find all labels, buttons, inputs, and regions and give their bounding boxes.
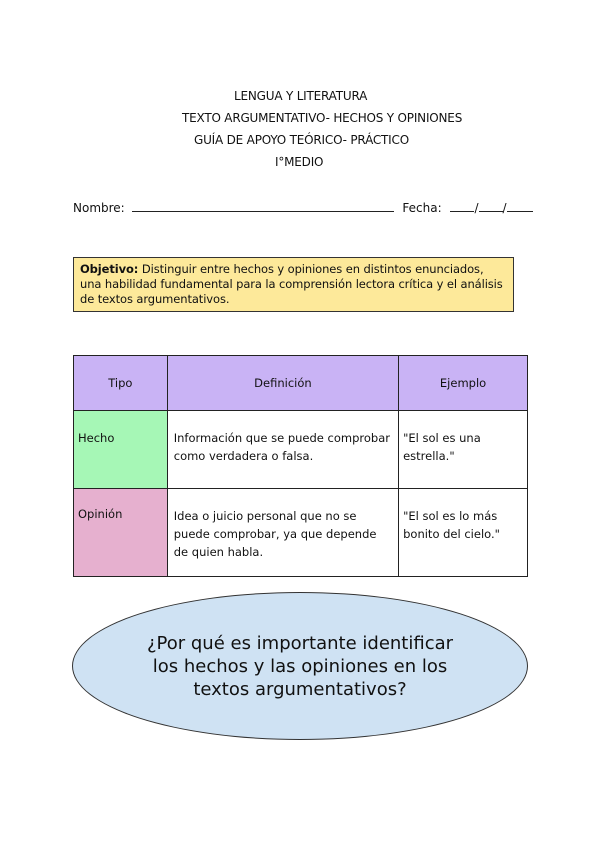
fecha-year-field[interactable]: [507, 199, 533, 212]
ejemplo-opinion: "El sol es lo más bonito del cielo.": [399, 489, 528, 577]
ejemplo-hecho: "El sol es una estrella.": [399, 411, 528, 489]
grade-title: I°MEDIO: [275, 155, 324, 169]
objective-box: [73, 257, 514, 312]
header-ejemplo: Ejemplo: [399, 356, 528, 411]
table-row: [74, 489, 528, 577]
table-row: [74, 411, 528, 489]
objective-text: Distinguir entre hechos y opiniones en distintos enunciados, una habilidad fundamental para la comprensión lectora crítica y el análisis de textos argumentativos.: [80, 262, 503, 306]
fecha-month-field[interactable]: [479, 199, 503, 212]
question-text: ¿Por qué es importante identificar los hechos y las opiniones en los textos argumentativos?: [146, 632, 454, 700]
fecha-separator: /: [502, 201, 507, 215]
tipo-opinion: Opinión: [74, 489, 168, 577]
nombre-field[interactable]: [132, 199, 394, 212]
tipo-hecho: Hecho: [74, 411, 168, 489]
definicion-opinion: Idea o juicio personal que no se puede comprobar, ya que depende de quien habla.: [167, 489, 398, 577]
fecha-separator: /: [474, 201, 479, 215]
facts-opinions-table: [73, 355, 528, 577]
objective-label: Objetivo:: [80, 262, 139, 276]
definicion-hecho: Información que se puede comprobar como verdadera o falsa.: [167, 411, 398, 489]
header-tipo: Tipo: [74, 356, 168, 411]
header-definicion: Definición: [167, 356, 398, 411]
table-header-row: [74, 356, 528, 411]
question-ellipse: [72, 592, 528, 740]
fecha-label: Fecha:: [402, 201, 442, 215]
subject-title: LENGUA Y LITERATURA: [234, 89, 368, 103]
topic-title: TEXTO ARGUMENTATIVO- HECHOS Y OPINIONES: [182, 111, 463, 125]
nombre-label: Nombre:: [73, 201, 125, 215]
guide-title: GUÍA DE APOYO TEÓRICO- PRÁCTICO: [194, 133, 409, 147]
fecha-day-field[interactable]: [450, 199, 474, 212]
name-date-row: [73, 199, 533, 215]
